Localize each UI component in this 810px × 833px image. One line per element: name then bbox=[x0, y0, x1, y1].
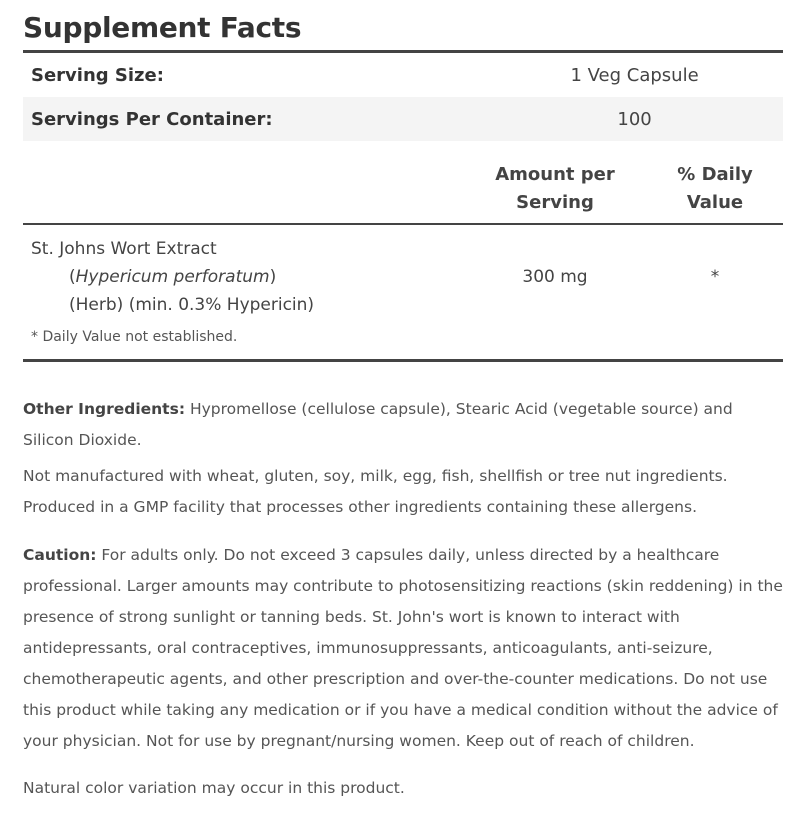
servings-per-container-value: 100 bbox=[617, 108, 652, 130]
ingredient-name-cell bbox=[23, 235, 463, 319]
ingredient-latin-name: Hypericum perforatum bbox=[75, 267, 270, 287]
table-header-row bbox=[23, 157, 783, 223]
daily-value-footnote: * Daily Value not established. bbox=[31, 329, 238, 345]
allergen-statement: Not manufactured with wheat, gluten, soy, milk, egg, fish, shellfish or tree nut ingredients. Produced in a GMP facility that processes other ingredients containing these allergens. bbox=[23, 467, 728, 516]
ingredient-latin-wrap: (Hypericum perforatum) bbox=[69, 267, 277, 287]
other-ingredients-text: Hypromellose (cellulose capsule), Stearic Acid (vegetable source) and Silicon Dioxide. bbox=[23, 400, 733, 449]
header-amount-per-serving bbox=[463, 161, 647, 217]
ingredient-amount: 300 mg bbox=[522, 267, 588, 287]
table-bottom-divider bbox=[23, 359, 783, 362]
ingredient-name: St. Johns Wort Extract bbox=[31, 239, 217, 259]
caution-text: For adults only. Do not exceed 3 capsules daily, unless directed by a healthcare professional. Larger amounts may contribute to photosensitizing reactions (skin reddening) in the presence of strong sunlight or tanning beds. St. John's wort is known to interact with antidepressants, oral contraceptives, immunosuppressants, anticoagulants, anti-seizure, chemotherapeutic agents, and other prescription and over-the-counter medications. Do not use this product while taking any medication or if you have a medical condition without the advice of your physician. Not for use by pregnant/nursing women. Keep out of reach of children. bbox=[23, 546, 783, 750]
supplement-facts-page bbox=[23, 0, 783, 804]
table-row bbox=[23, 225, 783, 319]
serving-size-value: 1 Veg Capsule bbox=[570, 64, 699, 86]
ingredient-detail: (Herb) (min. 0.3% Hypericin) bbox=[69, 295, 315, 315]
other-ingredients-label: Other Ingredients: bbox=[23, 400, 186, 418]
caution-paragraph bbox=[23, 540, 783, 757]
serving-size-row bbox=[23, 53, 783, 97]
serving-size-label: Serving Size: bbox=[31, 64, 164, 86]
natural-color-note: Natural color variation may occur in this product. bbox=[23, 779, 405, 797]
other-ingredients-paragraph bbox=[23, 394, 783, 456]
header-daily-value: % Daily Value bbox=[677, 164, 753, 213]
caution-label: Caution: bbox=[23, 546, 97, 564]
page-title: Supplement Facts bbox=[23, 11, 302, 44]
header-amount-line1: Amount per bbox=[495, 164, 615, 185]
ingredient-daily-value: * bbox=[710, 267, 720, 287]
header-amount-line2: Serving bbox=[516, 192, 594, 213]
servings-per-container-label: Servings Per Container: bbox=[31, 108, 273, 130]
servings-per-container-row bbox=[23, 97, 783, 141]
